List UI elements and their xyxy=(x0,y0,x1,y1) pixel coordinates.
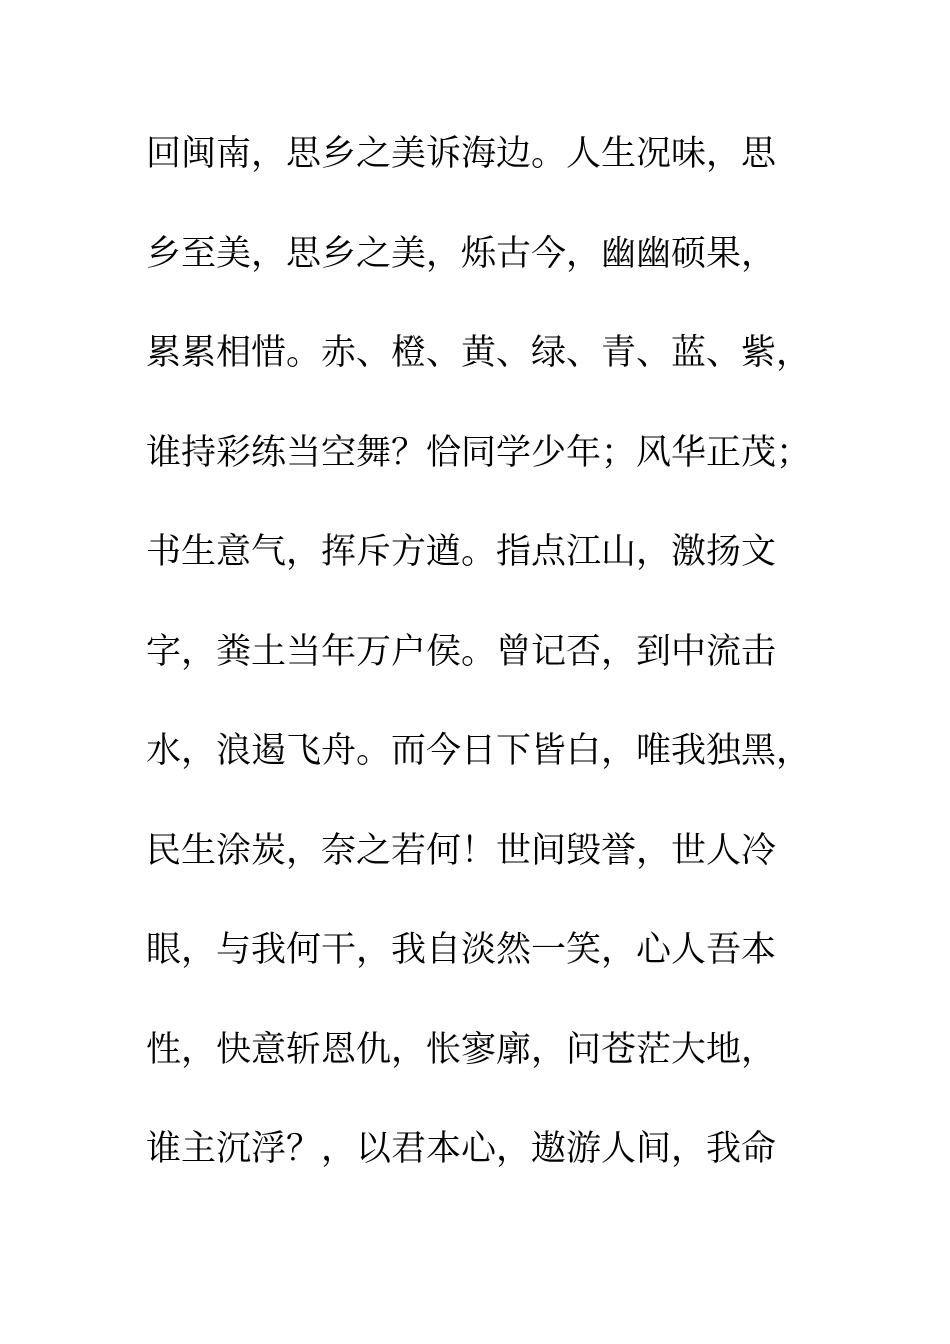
text-line-11: 谁主沉浮？，以君本心，遨游人间，我命 xyxy=(146,1129,777,1169)
text-line-3: 累累相惜。赤、橙、黄、绿、青、蓝、紫， xyxy=(146,333,812,373)
text-line-9: 眼，与我何干，我自淡然一笑，心人吾本 xyxy=(146,930,777,970)
text-line-2: 乡至美，思乡之美，烁古今，幽幽硕果， xyxy=(146,233,777,274)
text-line-10: 性，快意斩恩仇，怅寥廓，问苍茫大地， xyxy=(146,1029,777,1070)
text-line-4: 谁持彩练当空舞？恰同学少年；风华正茂； xyxy=(146,432,812,473)
text-line-8: 民生涂炭，奈之若何！世间毁誉，世人冷 xyxy=(146,830,777,871)
text-line-7: 水，浪遏飞舟。而今日下皆白，唯我独黑， xyxy=(146,731,812,771)
text-line-1: 回闽南，思乡之美诉海边。人生况味，思 xyxy=(146,134,777,174)
text-line-6: 字，粪土当年万户侯。曾记否，到中流击 xyxy=(146,631,777,672)
body-text xyxy=(146,126,826,1221)
text-line-5: 书生意气，挥斥方遒。指点江山，激扬文 xyxy=(146,532,777,572)
